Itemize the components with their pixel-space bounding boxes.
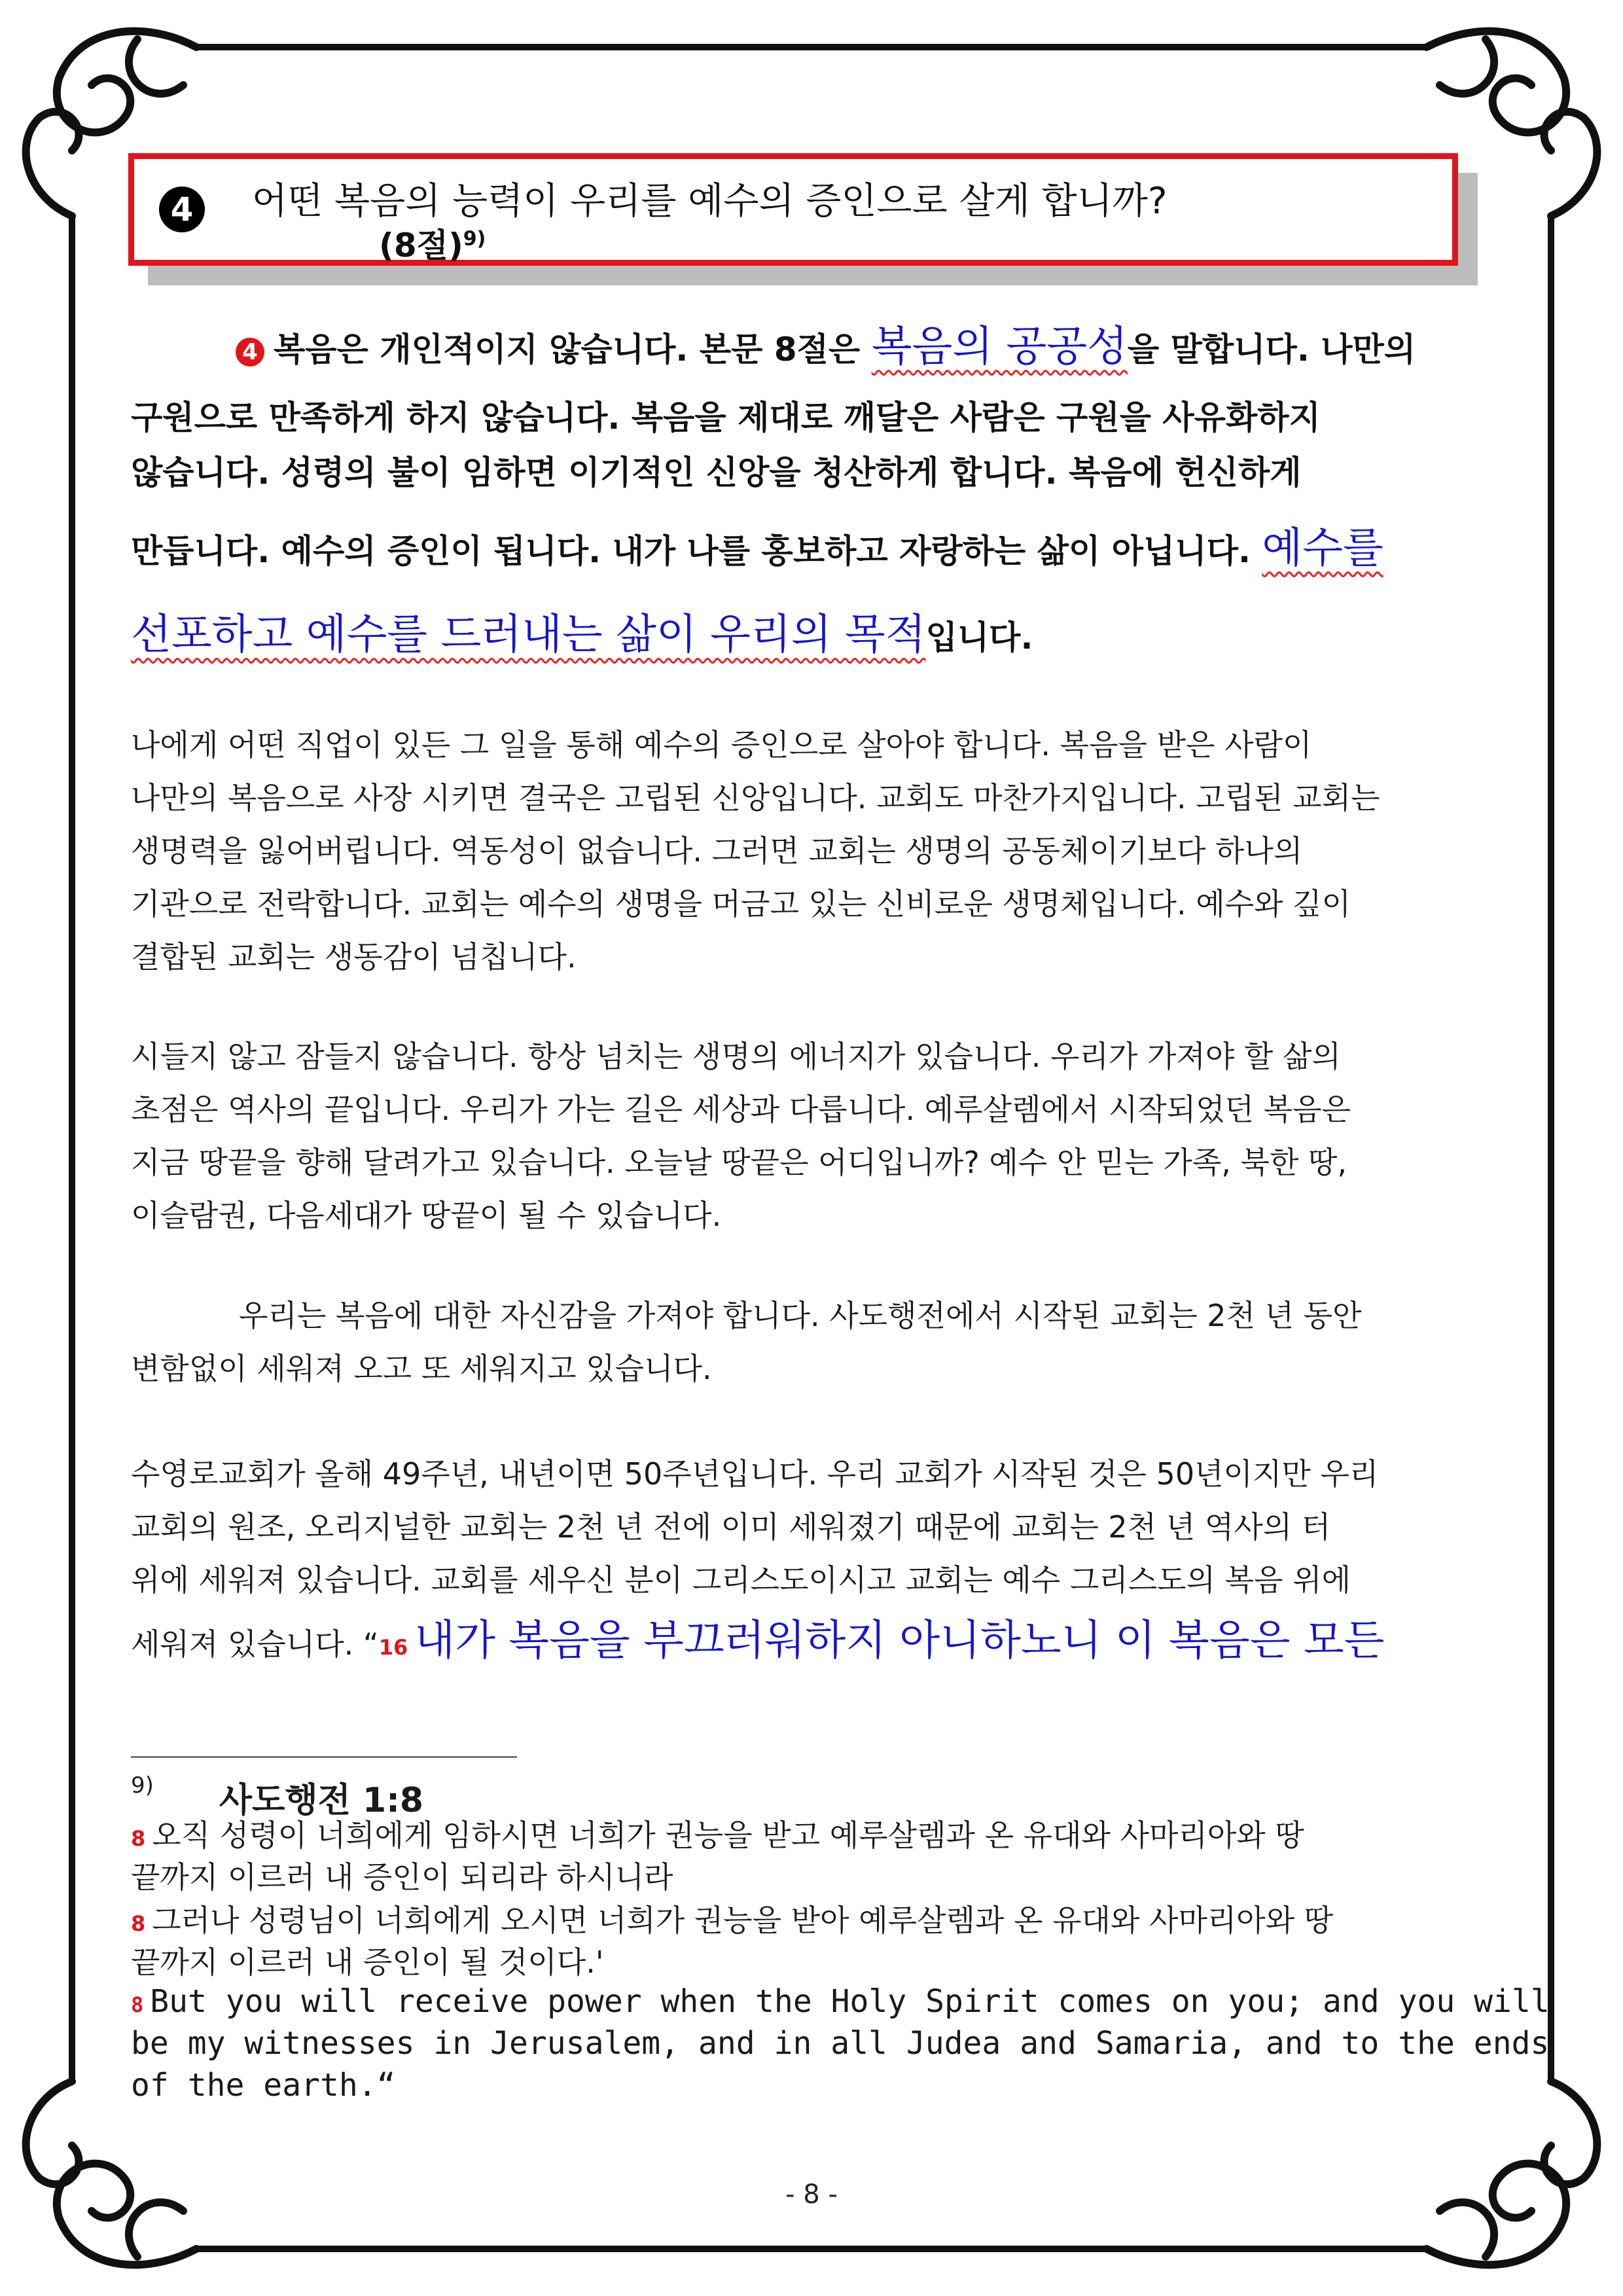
answer-line-5 xyxy=(131,601,1033,661)
paragraph-text: 세워져 있습니다. “ xyxy=(131,1626,379,1662)
answer-line-2: 구원으로 만족하게 하지 않습니다. 복음을 제대로 깨달은 사람은 구원을 사유화하지 xyxy=(131,399,1321,437)
paragraph-line: 결합된 교회는 생동감이 넘칩니다. xyxy=(131,939,577,975)
paragraph-line: 초점은 역사의 끝입니다. 우리가 가는 길은 세상과 다릅니다. 예루살렘에서 시작되었던 복음은 xyxy=(131,1092,1351,1127)
answer-text-4a: 만듭니다. 예수의 증인이 됩니다. 내가 나를 홍보하고 자랑하는 삶이 아닙니다. xyxy=(131,532,1262,570)
footnote-reference: 사도행전 1:8 xyxy=(219,1781,424,1820)
answer-line-4 xyxy=(131,514,1383,575)
question-box xyxy=(128,153,1458,266)
verse-number: 8 xyxy=(131,1826,146,1851)
answer-line-3: 않습니다. 성령의 불이 임하면 이기적인 신앙을 청산하게 합니다. 복음에 헌신하게 xyxy=(131,454,1302,492)
paragraph-line: 수영로교회가 올해 49주년, 내년이면 50주년입니다. 우리 교회가 시작된 것은 50년이지만 우리 xyxy=(131,1456,1379,1492)
footnote-verse-1 xyxy=(131,1812,1492,1855)
question-verse-label: (8절) xyxy=(379,226,463,264)
answer-marker: 4 xyxy=(236,338,264,367)
verse-text: 그러나 성령님이 너희에게 오시면 너희가 권능을 받아 예루살렘과 온 유대와 사마리아와 땅 xyxy=(152,1903,1334,1938)
handwritten-highlight: 선포하고 예수를 드러내는 삶이 우리의 목적 xyxy=(131,611,926,659)
paragraph-4 xyxy=(131,1448,1479,1674)
footnote-verse-2-cont: 끝까지 이르러 내 증인이 될 것이다.' xyxy=(131,1945,604,1980)
answer-text-1b: 을 말합니다. 나만의 xyxy=(1127,331,1416,368)
paragraph-2 xyxy=(131,1030,1479,1242)
footnote-verse-2 xyxy=(131,1897,1492,1940)
paragraph-line: 나에게 어떤 직업이 있든 그 일을 통해 예수의 증인으로 살아야 합니다. 복음을 받은 사람이 xyxy=(131,727,1312,762)
paragraph-line: 생명력을 잃어버립니다. 역동성이 없습니다. 그러면 교회는 생명의 공동체이기보다 하나의 xyxy=(131,833,1303,869)
paragraph-line: 우리는 복음에 대한 자신감을 가져야 합니다. 사도행전에서 시작된 교회는 2천 년 동안 xyxy=(239,1298,1362,1333)
paragraph-line: 기관으로 전락합니다. 교회는 예수의 생명을 머금고 있는 신비로운 생명체입니다. 예수와 깊이 xyxy=(131,886,1351,922)
verse-number: 8 xyxy=(131,1911,146,1936)
paragraph-1 xyxy=(131,719,1479,984)
handwritten-highlight: 복음의 공공성 xyxy=(871,323,1128,371)
footnote-divider xyxy=(131,1756,517,1758)
answer-text-1a: 복음은 개인적이지 않습니다. 본문 8절은 xyxy=(274,331,872,368)
handwritten-verse: 내가 복음을 부끄러워하지 아니하노니 이 복음은 모든 xyxy=(414,1617,1385,1665)
footnote-verse-3 xyxy=(131,1983,1550,2020)
verse-number: 16 xyxy=(378,1635,408,1660)
answer-text-5b: 입니다. xyxy=(925,619,1033,656)
paragraph-line: 시들지 않고 잠들지 않습니다. 항상 넘치는 생명의 에너지가 있습니다. 우리가 가져야 할 삶의 xyxy=(131,1039,1341,1074)
question-number-badge: 4 xyxy=(159,187,205,232)
question-text: 어떤 복음의 능력이 우리를 예수의 증인으로 살게 합니까? xyxy=(252,180,1168,223)
paragraph-line: 지금 땅끝을 향해 달려가고 있습니다. 오늘날 땅끝은 어디입니까? 예수 안 믿는 가족, 북한 땅, xyxy=(131,1145,1347,1180)
footnote-mark: 9) xyxy=(131,1772,154,1799)
question-verse xyxy=(379,219,486,266)
paragraph-line: 변함없이 세워져 오고 또 세워지고 있습니다. xyxy=(131,1351,712,1386)
footnote-verse-3-cont: be my witnesses in Jerusalem, and in all Judea and Samaria, and to the ends xyxy=(131,2025,1550,2062)
footnote-verse-1-cont: 끝까지 이르러 내 증인이 되리라 하시니라 xyxy=(131,1859,673,1895)
footnote-verse-3-end: of the earth.“ xyxy=(131,2067,396,2104)
verse-text: 오직 성령이 너희에게 임하시면 너희가 권능을 받고 예루살렘과 온 유대와 사마리아와 땅 xyxy=(152,1818,1304,1853)
handwritten-highlight: 예수를 xyxy=(1262,524,1383,573)
answer-line-1 xyxy=(236,313,1416,373)
paragraph-line: 이슬람권, 다음세대가 땅끝이 될 수 있습니다. xyxy=(131,1198,722,1233)
verse-number: 8 xyxy=(131,1992,144,2017)
paragraph-line: 나만의 복음으로 사장 시키면 결국은 고립된 신앙입니다. 교회도 마찬가지입니다. 고립된 교회는 xyxy=(131,780,1380,816)
paragraph-line: 교회의 원조, 오리지널한 교회는 2천 년 전에 이미 세워졌기 때문에 교회는 2천 년 역사의 터 xyxy=(131,1509,1331,1545)
verse-text: But you will receive power when the Holy Spirit comes on you; and you will xyxy=(150,1983,1550,2020)
paragraph-3 xyxy=(131,1289,1479,1395)
page-number: - 8 - xyxy=(785,2179,838,2210)
paragraph-line xyxy=(131,1615,1479,1674)
footnote-ref: 9) xyxy=(463,227,486,251)
paragraph-line: 위에 세워져 있습니다. 교회를 세우신 분이 그리스도이시고 교회는 예수 그리스도의 복음 위에 xyxy=(131,1562,1351,1598)
